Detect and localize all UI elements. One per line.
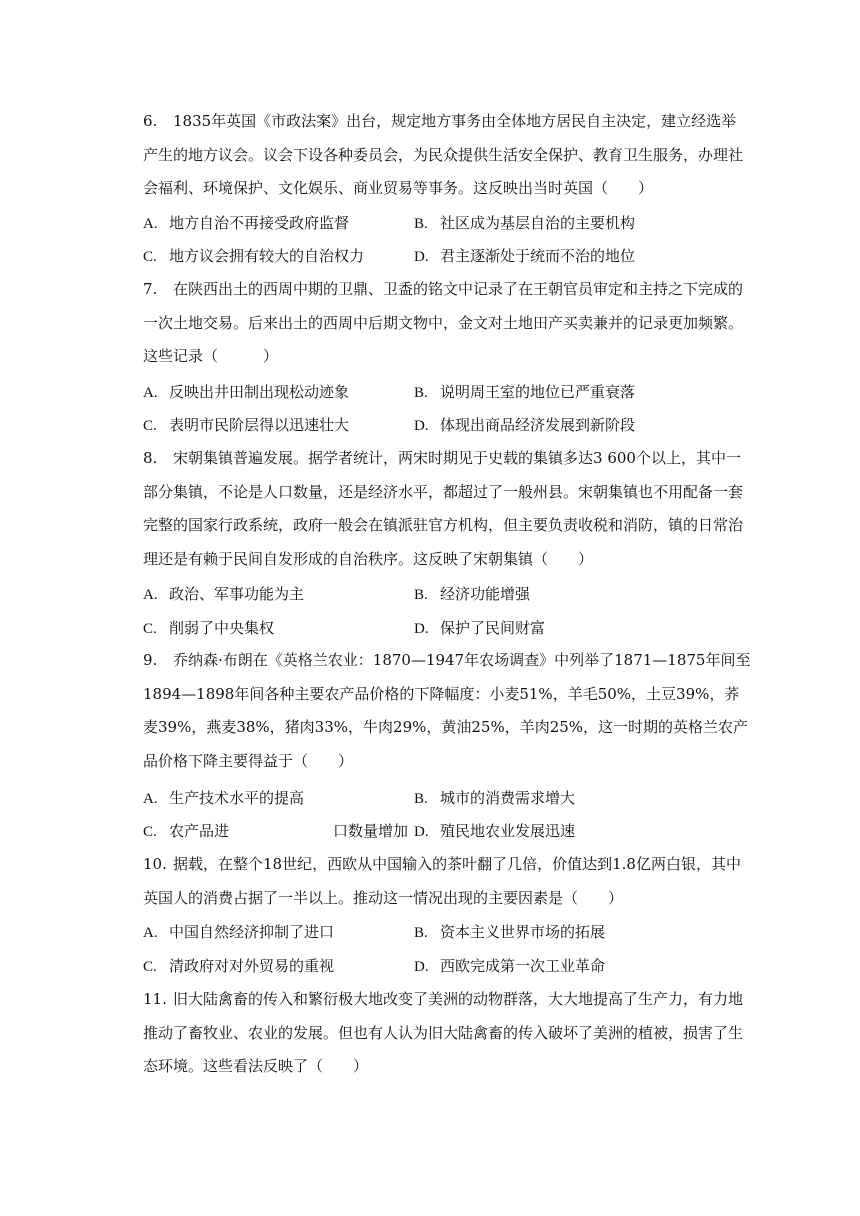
option-6c[interactable] [143,246,364,267]
option-letter: A. [143,216,158,232]
option-letter: B. [414,587,428,603]
option-9d[interactable] [414,821,575,842]
question-10 [143,848,751,915]
option-text: 政治、军事功能为主 [169,585,305,603]
option-6d[interactable] [414,246,635,267]
option-9a[interactable] [143,788,304,809]
option-letter: C. [143,959,157,975]
option-letter: A. [143,587,158,603]
option-text: 资本主义世界市场的拓展 [440,923,606,941]
option-letter: D. [414,824,429,840]
option-8c[interactable] [143,618,274,639]
option-10c[interactable] [143,956,334,977]
option-text: 城市的消费需求增大 [440,789,576,807]
option-text: 经济功能增强 [440,585,531,603]
option-letter: B. [414,791,428,807]
question-number: 6. [143,112,158,130]
question-11 [143,983,751,1084]
option-text: 殖民地农业发展迅速 [440,822,576,840]
question-6 [143,105,751,206]
option-8b[interactable] [414,584,530,605]
option-letter: B. [414,216,428,232]
question-7 [143,273,751,374]
question-9 [143,644,751,779]
option-letter: D. [414,959,429,975]
question-number: 11. [143,990,167,1008]
option-10a[interactable] [143,922,334,943]
option-text: 口数量增加 [333,822,409,840]
option-7a[interactable] [143,382,349,403]
option-9b[interactable] [414,788,575,809]
question-number: 10. [143,855,167,873]
option-letter: C. [143,418,157,434]
option-text: 农产品进 [169,822,230,840]
question-number: 9. [143,651,158,669]
option-text: 表明市民阶层得以迅速壮大 [169,416,350,434]
option-text: 清政府对对外贸易的重视 [169,957,335,975]
option-7b[interactable] [414,382,635,403]
option-letter: C. [143,249,157,265]
option-letter: A. [143,385,158,401]
option-10b[interactable] [414,922,605,943]
option-letter: D. [414,418,429,434]
option-text: 说明周王室的地位已严重衰落 [440,383,636,401]
option-letter: D. [414,249,429,265]
option-text: 地方议会拥有较大的自治权力 [169,247,365,265]
question-stem: 乔纳森·布朗在《英格兰农业：1870—1947年农场调查》中列举了1871—1875年间至1894—1898年间各种主要农产品价格的下降幅度：小麦51%，羊毛50%，土豆39%，荞麦39%，燕麦38%，猪肉33%，牛肉29%，黄油25%，羊肉25%，这一时期的英格兰农产品价格下降主要得益于（ ） [143,651,751,771]
option-7d[interactable] [414,415,635,436]
option-letter: C. [143,824,157,840]
option-letter: D. [414,621,429,637]
question-stem: 在陕西出土的西周中期的卫鼎、卫盉的铭文中记录了在王朝官员审定和主持之下完成的一次土地交易。后来出土的西周中后期文物中，金文对土地田产买卖兼并的记录更加频繁。这些记录（ ） [143,280,744,366]
option-text: 社区成为基层自治的主要机构 [440,214,636,232]
question-stem: 1835年英国《市政法案》出台，规定地方事务由全体地方居民自主决定，建立经选举产生的地方议会。议会下设各种委员会，为民众提供生活安全保护、教育卫生服务，办理社会福利、环境保护、文化娱乐、商业贸易等事务。这反映出当时英国（ ） [143,112,744,198]
option-letter: B. [414,385,428,401]
option-8a[interactable] [143,584,304,605]
option-text: 君主逐渐处于统而不治的地位 [440,247,636,265]
option-text: 体现出商品经济发展到新阶段 [440,416,636,434]
question-number: 8. [143,449,158,467]
option-7c[interactable] [143,415,349,436]
option-6a[interactable] [143,213,349,234]
option-9c[interactable] [143,821,229,842]
option-text: 保护了民间财富 [440,619,546,637]
option-10d[interactable] [414,956,605,977]
question-stem: 旧大陆禽畜的传入和繁衍极大地改变了美洲的动物群落，大大地提高了生产力，有力地推动了畜牧业、农业的发展。但也有人认为旧大陆禽畜的传入破坏了美洲的植被，损害了生态环境。这些看法反映了（ ） [143,990,744,1076]
option-letter: A. [143,925,158,941]
option-text: 生产技术水平的提高 [169,789,305,807]
option-9c-continuation [333,821,408,841]
question-number: 7. [143,280,158,298]
option-6b[interactable] [414,213,635,234]
question-stem: 宋朝集镇普遍发展。据学者统计，两宋时期见于史载的集镇多达3 600个以上，其中一部分集镇，不论是人口数量，还是经济水平，都超过了一般州县。宋朝集镇也不用配备一套完整的国家行政系统，政府一般会在镇派驻官方机构，但主要负责收税和消防，镇的日常治理还是有赖于民间自发形成的自治秩序。这反映了宋朝集镇（ ） [143,449,744,569]
option-text: 西欧完成第一次工业革命 [440,957,606,975]
option-text: 中国自然经济抑制了进口 [169,923,335,941]
option-letter: A. [143,791,158,807]
option-text: 反映出井田制出现松动迹象 [169,383,350,401]
option-letter: B. [414,925,428,941]
option-letter: C. [143,621,157,637]
question-stem: 据载，在整个18世纪，西欧从中国输入的茶叶翻了几倍，价值达到1.8亿两白银，其中英国人的消费占据了一半以上。推动这一情况出现的主要因素是（ ） [143,855,741,907]
option-8d[interactable] [414,618,545,639]
option-text: 削弱了中央集权 [169,619,275,637]
option-text: 地方自治不再接受政府监督 [169,214,350,232]
question-8 [143,442,751,577]
